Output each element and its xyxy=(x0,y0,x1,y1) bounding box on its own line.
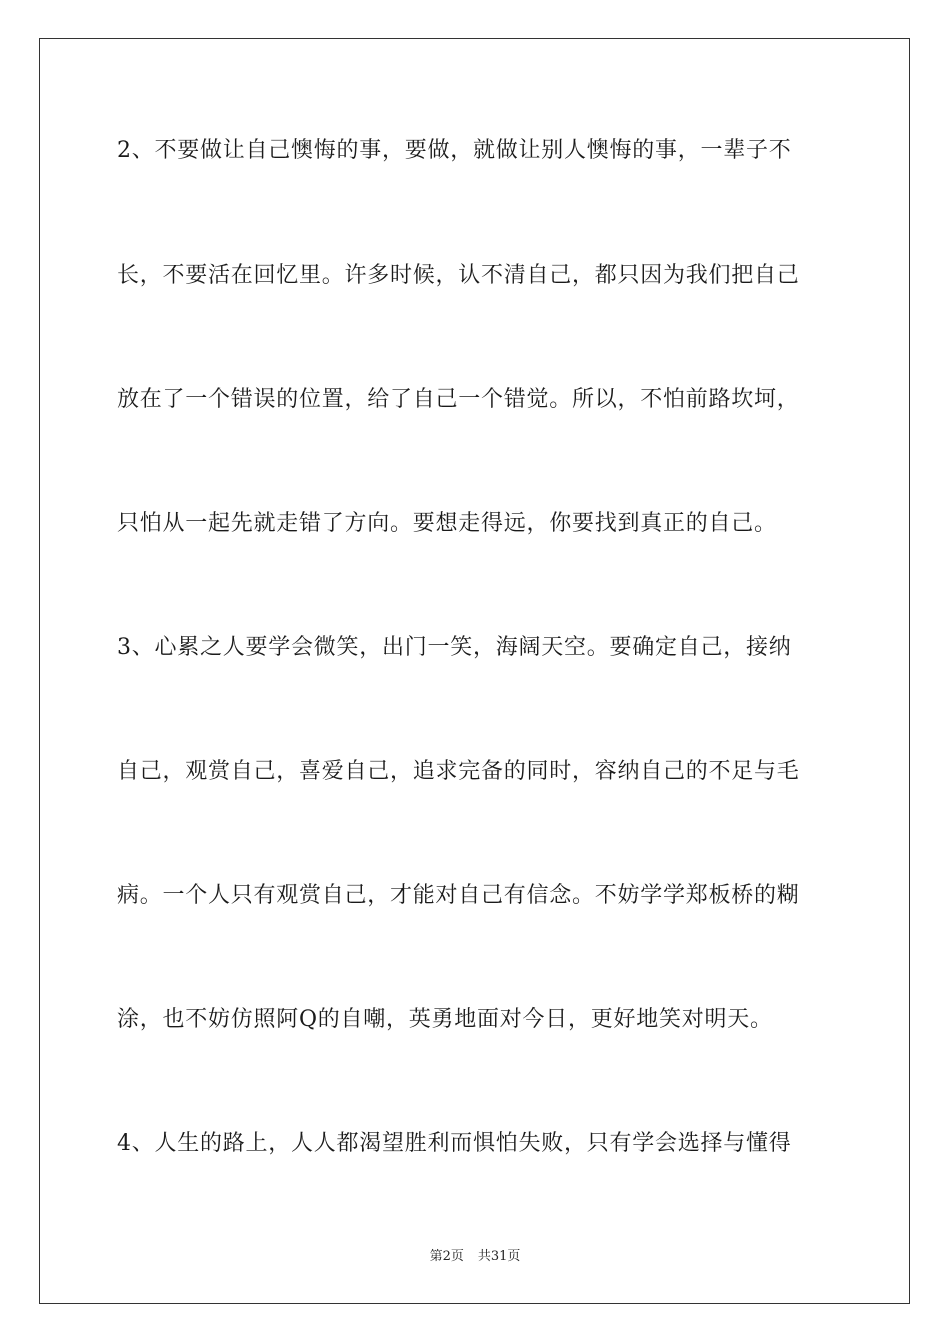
paragraph-line: 病。一个人只有观赏自己，才能对自己有信念。不妨学学郑板桥的糊 xyxy=(117,883,800,908)
paragraph-line: 4、人生的路上，人人都渴望胜利而惧怕失败，只有学会选择与懂得 xyxy=(117,1131,792,1156)
paragraph-line: 长，不要活在回忆里。许多时候，认不清自己，都只因为我们把自己 xyxy=(117,263,800,288)
paragraph-line: 只怕从一起先就走错了方向。要想走得远，你要找到真正的自己。 xyxy=(117,511,777,536)
paragraph-line: 放在了一个错误的位置，给了自己一个错觉。所以，不怕前路坎坷， xyxy=(117,387,800,412)
paragraph-line: 2、不要做让自己懊悔的事，要做，就做让别人懊悔的事，一辈子不 xyxy=(117,138,792,163)
current-page-number: 第2页 xyxy=(429,1249,464,1264)
page-border xyxy=(39,38,910,1304)
total-page-count: 共31页 xyxy=(477,1249,521,1264)
page-footer xyxy=(0,1248,950,1266)
paragraph-line: 3、心累之人要学会微笑，出门一笑，海阔天空。要确定自己，接纳 xyxy=(117,635,792,660)
paragraph-line: 自己，观赏自己，喜爱自己，追求完备的同时，容纳自己的不足与毛 xyxy=(117,759,800,784)
paragraph-line: 涂，也不妨仿照阿Q的自嘲，英勇地面对今日，更好地笑对明天。 xyxy=(117,1007,773,1032)
